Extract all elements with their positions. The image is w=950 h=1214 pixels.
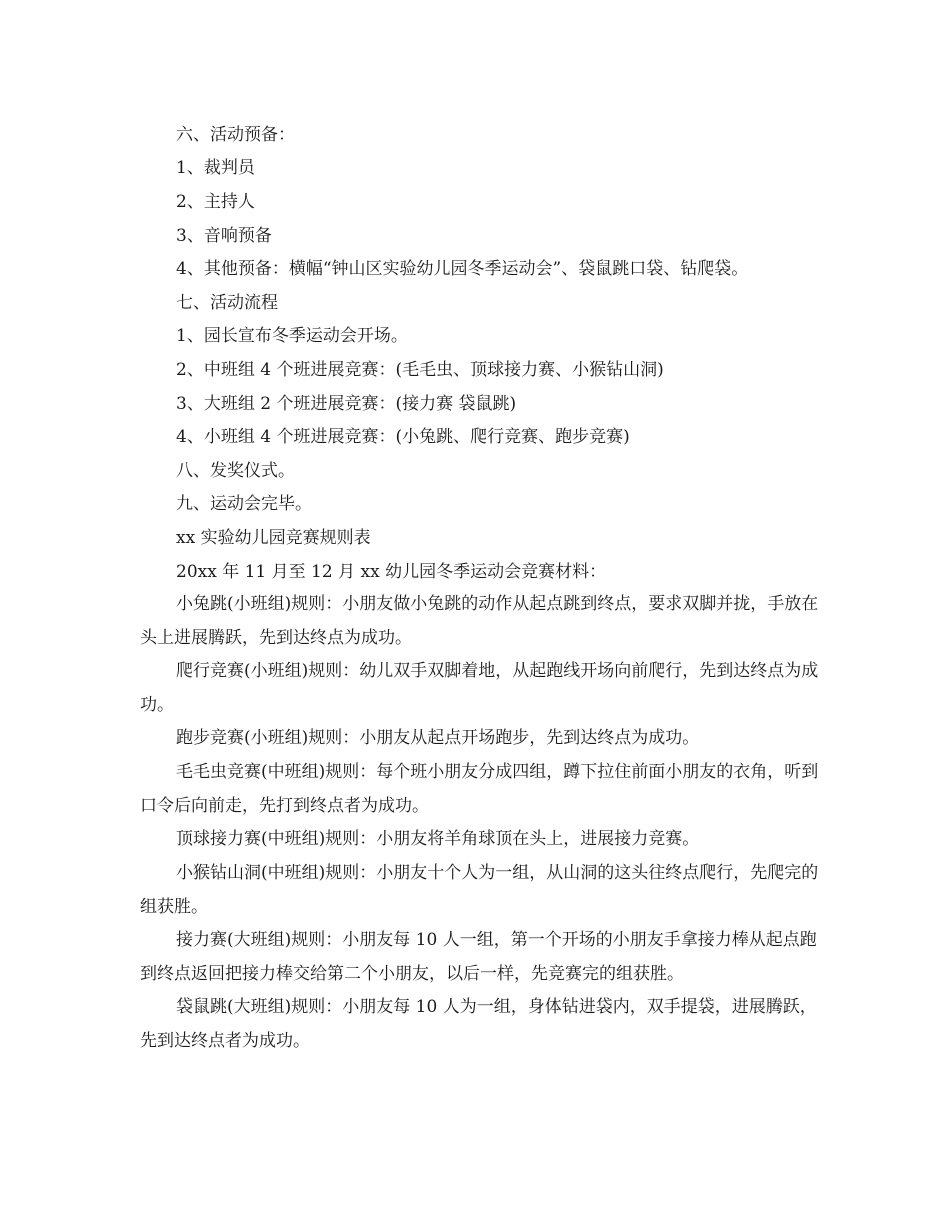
materials-heading: 20xx 年 11 月至 12 月 xx 幼儿园冬季运动会竞赛材料： [176,562,607,582]
rule-paragraph-kangaroo-jump: 袋鼠跳(大班组)规则：小朋友每 10 人为一组，身体钻进袋内，双手提袋，进展腾跃，先到达终点者为成功。 [140,997,817,1051]
list-item: 1、园长宣布冬季运动会开场。 [176,326,408,346]
rule-paragraph-ball-relay: 顶球接力赛(中班组)规则：小朋友将羊角球顶在头上，进展接力竞赛。 [176,829,700,849]
section-heading-preparation: 六、活动预备： [176,125,295,145]
list-item: 3、音响预备 [176,226,272,246]
rule-paragraph-running: 跑步竞赛(小班组)规则：小朋友从起点开场跑步，先到达终点为成功。 [176,728,700,748]
section-heading-process: 七、活动流程 [176,293,278,313]
rule-paragraph-monkey-cave: 小猴钻山洞(中班组)规则：小朋友十个人为一组，从山洞的这头往终点爬行，先爬完的组获胜。 [140,863,819,917]
list-item: 1、裁判员 [176,158,255,178]
rule-paragraph-relay-race: 接力赛(大班组)规则：小朋友每 10 人一组，第一个开场的小朋友手拿接力棒从起点跑到终点返回把接力棒交给第二个小朋友，以后一样，先竞赛完的组获胜。 [140,930,817,984]
list-item: 2、主持人 [176,192,255,212]
list-item: 4、其他预备：横幅“钟山区实验幼儿园冬季运动会”、袋鼠跳口袋、钻爬袋。 [176,259,749,279]
rule-paragraph-bunny-hop: 小兔跳(小班组)规则：小朋友做小兔跳的动作从起点跳到终点，要求双脚并拢，手放在头上进展腾跃，先到达终点为成功。 [140,594,819,648]
list-item: 4、小班组 4 个班进展竞赛：(小兔跳、爬行竞赛、跑步竞赛) [176,427,630,447]
section-heading-awards: 八、发奖仪式。 [176,461,295,481]
rule-paragraph-caterpillar: 毛毛虫竞赛(中班组)规则：每个班小朋友分成四组，蹲下拉住前面小朋友的衣角，听到口令后向前走，先打到终点者为成功。 [140,762,819,816]
list-item: 3、大班组 2 个班进展竞赛：(接力赛 袋鼠跳) [176,394,517,414]
rule-paragraph-crawling: 爬行竞赛(小班组)规则：幼儿双手双脚着地，从起跑线开场向前爬行，先到达终点为成功。 [140,661,819,715]
section-heading-closing: 九、运动会完毕。 [176,494,312,514]
rules-table-title: xx 实验幼儿园竞赛规则表 [176,528,371,548]
list-item: 2、中班组 4 个班进展竞赛：(毛毛虫、顶球接力赛、小猴钻山洞) [176,360,664,380]
